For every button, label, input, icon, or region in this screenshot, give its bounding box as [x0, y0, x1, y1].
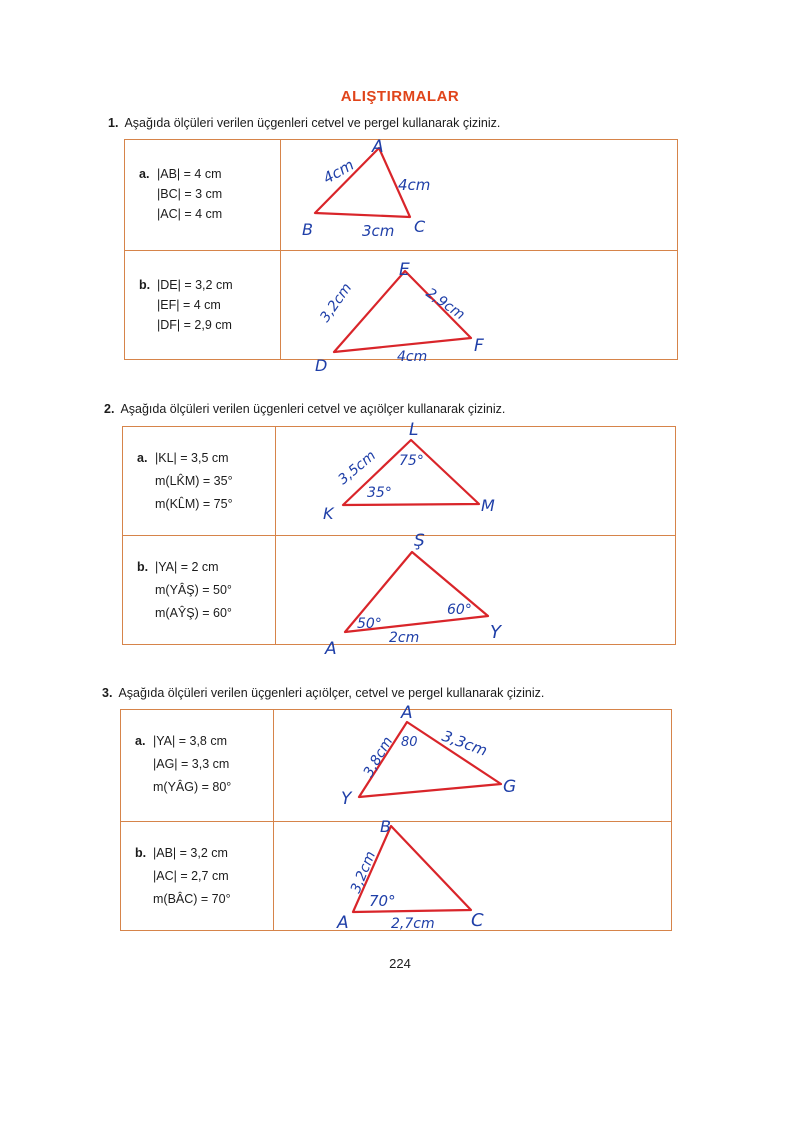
question-1-heading — [108, 116, 500, 130]
table-row — [123, 420, 675, 535]
table-row — [121, 817, 671, 933]
given-measurements — [139, 164, 222, 224]
vertex-label-l: L — [409, 420, 419, 440]
vertex-label-c: C — [414, 217, 426, 236]
measurement: m(YÂŞ) = 50° — [155, 583, 232, 597]
angle-label-a: 80 — [401, 735, 418, 750]
side-length-ef: 2,9cm — [422, 285, 468, 324]
vertex-label-k: K — [323, 504, 334, 523]
table-row — [125, 137, 677, 250]
vertex-label-g: G — [503, 777, 517, 797]
given-measurements — [137, 447, 233, 516]
vertex-label-y: Y — [490, 622, 501, 643]
item-label: a. — [137, 451, 148, 465]
side-length-ya: 3,8cm — [360, 734, 397, 780]
angle-label-a: 50° — [357, 616, 382, 632]
vertex-label-s: Ş — [414, 531, 425, 551]
vertex-label-y: Y — [341, 789, 352, 809]
side-length-ac: 4cm — [398, 176, 431, 194]
side-length-ab: 3,2cm — [347, 849, 380, 896]
drawing-area — [277, 420, 675, 535]
measurement: |AG| = 3,3 cm — [153, 757, 230, 771]
item-label: b. — [135, 846, 147, 860]
triangle-drawing — [282, 251, 678, 375]
drawing-area — [282, 251, 677, 375]
question-2-heading — [104, 402, 505, 416]
drawing-area — [275, 703, 671, 821]
item-label: b. — [139, 278, 151, 292]
question-3-heading — [102, 686, 544, 700]
question-number: 2. — [104, 402, 115, 416]
side-length-ac: 2,7cm — [391, 916, 435, 932]
table-row — [123, 531, 675, 659]
side-length-bc: 3cm — [362, 222, 395, 240]
question-text: Aşağıda ölçüleri verilen üçgenleri cetvel ve açıölçer kullanarak çiziniz. — [120, 402, 506, 416]
given-measurements — [137, 556, 232, 625]
question-2-table — [122, 420, 676, 659]
item-label: b. — [137, 560, 149, 574]
triangle-drawing — [277, 531, 675, 659]
measurement: |AC| = 2,7 cm — [153, 869, 229, 883]
vertex-label-a: A — [401, 703, 413, 723]
drawing-area — [282, 137, 677, 250]
vertex-label-f: F — [474, 336, 484, 356]
measurement: |AC| = 4 cm — [157, 207, 223, 221]
measurement: |YA| = 3,8 cm — [153, 734, 227, 748]
angle-label-a: 70° — [369, 892, 396, 910]
question-text: Aşağıda ölçüleri verilen üçgenleri açıölçer, cetvel ve pergel kullanarak çiziniz. — [118, 686, 545, 700]
vertex-label-c: C — [471, 910, 484, 931]
angle-label-y: 60° — [447, 602, 472, 618]
measurement: m(AŶŞ) = 60° — [155, 606, 232, 620]
page-number: 224 — [389, 956, 411, 971]
given-measurements — [139, 275, 233, 335]
triangle-drawing — [282, 137, 678, 250]
vertex-label-a: A — [337, 913, 349, 933]
side-length-ya: 2cm — [389, 630, 420, 646]
measurement: m(LK̂M) = 35° — [155, 474, 233, 488]
question-text: Aşağıda ölçüleri verilen üçgenleri cetvel ve pergel kullanarak çiziniz. — [124, 116, 501, 130]
question-3-table — [120, 703, 672, 933]
drawing-area — [277, 531, 675, 659]
measurement: |AB| = 4 cm — [157, 167, 222, 181]
measurement: |BC| = 3 cm — [157, 187, 223, 201]
table-row — [121, 703, 671, 821]
page-title: ALIŞTIRMALAR — [340, 88, 460, 105]
question-number: 3. — [102, 686, 113, 700]
side-length-ab: 4cm — [320, 155, 358, 188]
measurement: |EF| = 4 cm — [157, 298, 221, 312]
triangle-drawing — [275, 817, 671, 933]
question-number: 1. — [108, 116, 119, 130]
item-label: a. — [139, 167, 150, 181]
vertex-label-b: B — [302, 220, 313, 239]
vertex-label-a: A — [372, 137, 384, 157]
angle-label-k: 35° — [367, 485, 392, 501]
measurement: |DF| = 2,9 cm — [157, 318, 232, 332]
table-row — [125, 250, 677, 375]
measurement: |YA| = 2 cm — [155, 560, 219, 574]
side-length-kl: 3,5cm — [335, 447, 379, 489]
side-length-ag: 3,3cm — [439, 726, 490, 760]
vertex-label-b: B — [380, 817, 391, 836]
measurement: |DE| = 3,2 cm — [157, 278, 233, 292]
vertex-label-d: D — [315, 356, 328, 375]
measurement: |KL| = 3,5 cm — [155, 451, 229, 465]
angle-label-l: 75° — [399, 453, 424, 469]
question-1-table — [124, 137, 678, 375]
side-length-df: 4cm — [397, 349, 428, 365]
triangle-drawing — [275, 703, 671, 821]
measurement: m(KL̂M) = 75° — [155, 497, 233, 511]
given-measurements — [135, 730, 231, 799]
drawing-area — [275, 817, 671, 933]
item-label: a. — [135, 734, 146, 748]
measurement: m(BÂC) = 70° — [153, 892, 231, 906]
vertex-label-a: A — [325, 639, 337, 659]
triangle-drawing — [277, 420, 675, 535]
measurement: |AB| = 3,2 cm — [153, 846, 228, 860]
side-length-de: 3,2cm — [317, 280, 356, 326]
vertex-label-e: E — [399, 260, 410, 280]
measurement: m(YÂG) = 80° — [153, 780, 232, 794]
vertex-label-m: M — [481, 496, 495, 515]
given-measurements — [135, 842, 231, 911]
